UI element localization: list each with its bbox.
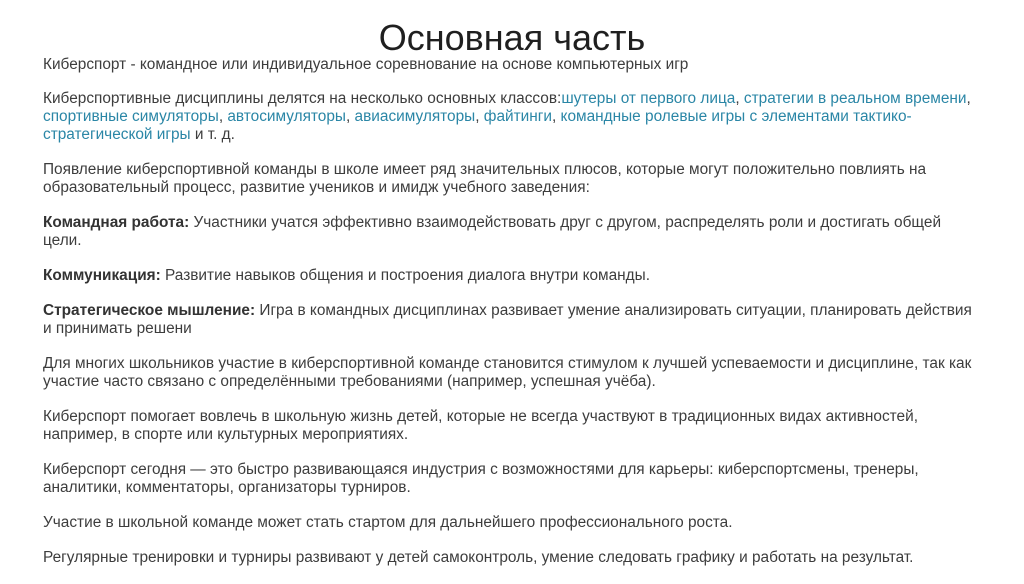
link-racing-sims[interactable]: автосимуляторы [227,108,346,125]
teamwork-text: Участники учатся эффективно взаимодействовать друг с другом, распределять роли и достигать общей цели. [43,214,942,249]
strategic-text: Игра в командных дисциплинах развивает умение анализировать ситуации, планировать действия и принимать решени [43,302,972,337]
slide-title: Основная часть [378,17,646,58]
paragraph-communication [43,267,983,285]
strategic-heading: Стратегическое мышление: [43,302,256,319]
paragraph-definition: Киберспорт - командное или индивидуальное соревнование на основе компьютерных игр [43,56,689,73]
link-fps[interactable]: шутеры от первого лица [561,90,736,107]
paragraph-motivation: Для многих школьников участие в киберспортивной команде становится стимулом к лучшей успеваемости и дисциплине, так как участие часто связано с определёнными требованиями (например, успешная учёба). [43,355,972,390]
disciplines-ending: и т. д. [190,126,235,143]
communication-text: Развитие навыков общения и построения диалога внутри команды. [160,267,650,284]
disciplines-intro: Киберспортивные дисциплины делятся на несколько основных классов: [43,90,562,107]
paragraph-benefits-intro: Появление киберспортивной команды в школе имеет ряд значительных плюсов, которые могут положительно повлиять на образовательный процесс, развитие учеников и имидж учебного заведения: [43,161,927,196]
paragraph-strategic-thinking [43,302,983,338]
paragraph-teamwork [43,214,983,250]
paragraph-discipline: Регулярные тренировки и турниры развивают у детей самоконтроль, умение следовать графику и работать на результат. [43,549,914,566]
paragraph-inclusion: Киберспорт помогает вовлечь в школьную жизнь детей, которые не всегда участвуют в традиционных видах активностей, например, в спорте или культурных мероприятиях. [43,408,918,443]
paragraph-industry: Киберспорт сегодня — это быстро развивающаяся индустрия с возможностями для карьеры: киберспортсмены, тренеры, аналитики, комментаторы, организаторы турниров. [43,461,919,496]
paragraph-career: Участие в школьной команде может стать стартом для дальнейшего профессионального роста. [43,514,733,531]
link-rts[interactable]: стратегии в реальном времени [743,90,967,107]
communication-heading: Коммуникация: [43,267,161,284]
slide-content [43,56,983,584]
paragraph-disciplines: Киберспортивные дисциплины делятся на несколько основных классов:шутеры от первого лица, стратегии в реальном времени, спортивные симуляторы, автосимуляторы, авиасимуляторы, файтинги, командные ролевые игры с элементами тактико-стратегической игры и т. д. [43,90,971,143]
link-flight-sims[interactable]: авиасимуляторы [354,108,476,125]
link-sports-sims[interactable]: спортивные симуляторы [43,108,219,125]
link-fighting[interactable]: файтинги [483,108,552,125]
teamwork-heading: Командная работа: [43,214,190,231]
link-moba[interactable]: командные ролевые игры с элементами тактико-стратегической игры [43,108,912,143]
